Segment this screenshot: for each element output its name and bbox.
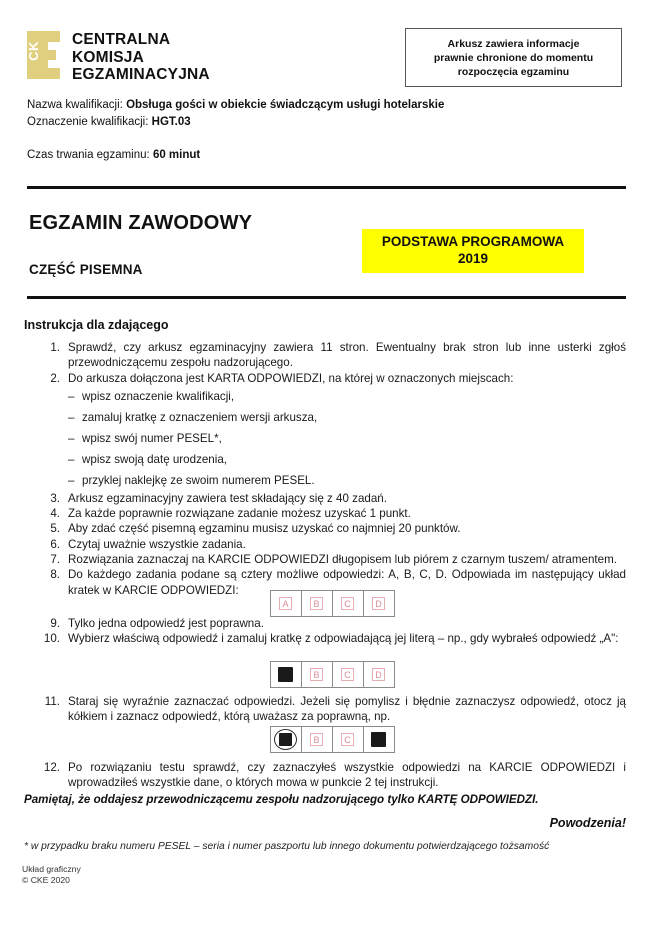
instruction-sub-text: wpisz oznaczenie kwalifikacji,: [82, 389, 235, 403]
answer-grid-marked-a: [270, 661, 395, 688]
instruction-item: [0, 491, 664, 506]
instruction-sub-item: [0, 407, 664, 428]
instruction-item: [0, 552, 664, 567]
exam-duration-label: Czas trwania egzaminu:: [27, 149, 150, 161]
instruction-number: 11.: [44, 695, 60, 708]
answer-cell[interactable]: [364, 591, 395, 616]
circle-correction-icon: [274, 729, 297, 750]
instruction-text: Arkusz egzaminacyjny zawiera test składający się z 40 zadań.: [68, 491, 387, 505]
protected-info-notice: [405, 28, 622, 87]
instruction-item: [0, 371, 664, 386]
instruction-sub-text: zamaluj kratkę z oznaczeniem wersji arkusza,: [82, 410, 318, 424]
instruction-number: 7.: [50, 553, 60, 567]
divider-top: [27, 186, 626, 189]
instruction-sub-text: wpisz swój numer PESEL*,: [82, 431, 222, 445]
instructions-list: [0, 340, 664, 598]
notice-line-1: Arkusz zawiera informacje: [447, 37, 580, 50]
exam-duration-row: [27, 147, 200, 164]
answer-cell-filled-a[interactable]: [271, 662, 302, 687]
instruction-text: Wybierz właściwą odpowiedź i zamaluj kratkę z odpowiadającą jej literą – np., gdy wybrałeś odpowiedź „A":: [68, 632, 619, 646]
instruction-number: 8.: [50, 568, 60, 582]
instructions-heading: Instrukcja dla zdającego: [24, 318, 169, 332]
instruction-text: Aby zdać część pisemną egzaminu musisz uzyskać co najmniej 20 punktów.: [68, 522, 461, 536]
good-luck-note: Powodzenia!: [549, 816, 626, 830]
instruction-sub-text: wpisz swoją datę urodzenia,: [82, 452, 228, 466]
answer-grid-blank: [270, 590, 395, 617]
instruction-number: 5.: [50, 522, 60, 536]
instruction-item: [0, 760, 664, 791]
notice-line-3: rozpoczęcia egzaminu: [457, 65, 570, 78]
instruction-item: [0, 631, 664, 646]
answer-cell[interactable]: [271, 591, 302, 616]
instruction-item: [0, 340, 664, 371]
answer-cell[interactable]: [333, 591, 364, 616]
instruction-item: [0, 694, 664, 725]
instruction-text: Sprawdź, czy arkusz egzaminacyjny zawiera 11 stron. Ewentualny brak stron lub inne usterki zgłoś przewodniczącemu zespołu nadzorującego.: [68, 341, 626, 370]
instruction-item: [0, 616, 664, 631]
colophon: [22, 864, 81, 885]
filled-square-icon: [279, 733, 292, 746]
answer-cell[interactable]: [302, 727, 333, 752]
instruction-number: 3.: [50, 491, 60, 505]
answer-letter-d: D: [372, 668, 385, 681]
instruction-text: Do arkusza dołączona jest KARTA ODPOWIEDZI, na której w oznaczonych miejscach:: [68, 371, 514, 385]
colophon-line-1: Układ graficzny: [22, 864, 81, 874]
filled-square-icon: [278, 667, 293, 682]
instruction-text: Rozwiązania zaznaczaj na KARCIE ODPOWIEDZI długopisem lub piórem z czarnym tuszem/ atramentem.: [68, 553, 617, 567]
instruction-item: [0, 537, 664, 552]
exam-part-subtitle: CZĘŚĆ PISEMNA: [29, 262, 143, 277]
instruction-number: 1.: [50, 341, 60, 354]
instruction-text: Czytaj uważnie wszystkie zadania.: [68, 537, 246, 551]
instruction-text: Po rozwiązaniu testu sprawdź, czy zaznaczyłeś wszystkie odpowiedzi na KARCIE ODPOWIEDZI i wprowadziłeś wszystkie dane, o których mowa w punkcie 2 tej instrukcji.: [68, 761, 626, 790]
instruction-item: [0, 521, 664, 536]
instruction-sub-text: przyklej naklejkę ze swoim numerem PESEL.: [82, 473, 315, 487]
qualification-code-value: HGT.03: [151, 116, 191, 128]
qualification-code-row: [27, 114, 191, 131]
instruction-number: 6.: [50, 537, 60, 551]
cke-logo-wordmark: [72, 31, 210, 84]
answer-letter-b: B: [310, 668, 323, 681]
page-title: EGZAMIN ZAWODOWY: [29, 212, 253, 234]
instruction-number: 4.: [50, 507, 60, 521]
remember-note: Pamiętaj, że oddajesz przewodniczącemu zespołu nadzorującego tylko KARTĘ ODPOWIEDZI.: [24, 793, 539, 806]
colophon-line-2: © CKE 2020: [22, 874, 70, 885]
answer-letter-b: B: [310, 597, 323, 610]
notice-line-2: prawnie chronione do momentu: [433, 51, 594, 64]
pesel-footnote: * w przypadku braku numeru PESEL – seria i numer paszportu lub innego dokumentu potwierdzającego tożsamość: [24, 841, 550, 852]
instruction-number: 10.: [43, 632, 60, 646]
curriculum-badge-line-1: PODSTAWA PROGRAMOWA: [381, 234, 565, 249]
dash-bullet-icon: –: [68, 389, 75, 403]
answer-cell[interactable]: [302, 591, 333, 616]
page-header: [27, 28, 627, 92]
qualification-name-label: Nazwa kwalifikacji:: [27, 99, 123, 111]
answer-cell[interactable]: [333, 727, 364, 752]
answer-cell[interactable]: [302, 662, 333, 687]
answer-grid-corrected: [270, 726, 395, 753]
answer-letter-a: A: [279, 597, 292, 610]
answer-grid-blank-wrap: [0, 590, 664, 617]
answer-cell[interactable]: [333, 662, 364, 687]
instruction-sub-item: [0, 386, 664, 407]
instruction-number: 12.: [43, 761, 60, 774]
curriculum-badge: [362, 229, 584, 273]
answer-cell[interactable]: [364, 662, 395, 687]
instructions-list-continued: [0, 616, 664, 647]
answer-letter-c: C: [341, 733, 354, 746]
exam-duration-value: 60 minut: [152, 149, 201, 161]
divider-bottom: [27, 296, 626, 299]
instructions-list-continued-3: [0, 760, 664, 791]
instruction-number: 9.: [50, 617, 60, 630]
qualification-name-value: Obsługa gości w obiekcie świadczącym usługi hotelarskie: [126, 99, 445, 111]
cke-logo-mark: [27, 31, 60, 79]
answer-letter-c: C: [341, 668, 354, 681]
qualification-name-row: [27, 97, 444, 114]
instruction-text: Tylko jedna odpowiedź jest poprawna.: [68, 617, 264, 630]
cke-logo: [27, 31, 210, 84]
instruction-sub-item: [0, 449, 664, 470]
dash-bullet-icon: –: [68, 473, 75, 487]
dash-bullet-icon: –: [68, 431, 75, 445]
answer-cell-filled-d[interactable]: [364, 727, 395, 752]
instruction-item: [0, 506, 664, 521]
instruction-text: Za każde poprawnie rozwiązane zadanie możesz uzyskać 1 punkt.: [68, 507, 411, 521]
logo-line-2: KOMISJA: [72, 48, 145, 66]
instruction-text: Staraj się wyraźnie zaznaczać odpowiedzi. Jeżeli się pomylisz i błędnie zaznaczysz odpowiedź, otocz ją kółkiem i zaznacz odpowiedź, którą uważasz za poprawną, np.: [68, 695, 626, 724]
cke-logo-ck-text: CK: [26, 41, 41, 61]
answer-letter-c: C: [341, 597, 354, 610]
answer-grid-marked-wrap: [0, 661, 664, 688]
logo-line-1: CENTRALNA: [72, 31, 171, 48]
dash-bullet-icon: –: [68, 410, 75, 424]
answer-grid-corrected-wrap: [0, 726, 664, 753]
dash-bullet-icon: –: [68, 452, 75, 466]
answer-letter-b: B: [310, 733, 323, 746]
qualification-code-label: Oznaczenie kwalifikacji:: [27, 116, 149, 128]
curriculum-badge-year: 2019: [457, 251, 489, 266]
instruction-number: 2.: [50, 371, 60, 385]
filled-square-icon: [371, 732, 386, 747]
answer-letter-d: D: [372, 597, 385, 610]
instruction-text: Do każdego zadania podane są cztery możliwe odpowiedzi: A, B, C, D. Odpowiada im następujący układ kratek w KARCIE ODPOWIEDZI:: [68, 568, 626, 597]
answer-cell-circled-a[interactable]: [271, 727, 302, 752]
instruction-sub-item: [0, 470, 664, 491]
logo-line-3: EGZAMINACYJNA: [72, 66, 210, 83]
instruction-sub-item: [0, 428, 664, 449]
instructions-list-continued-2: [0, 694, 664, 725]
